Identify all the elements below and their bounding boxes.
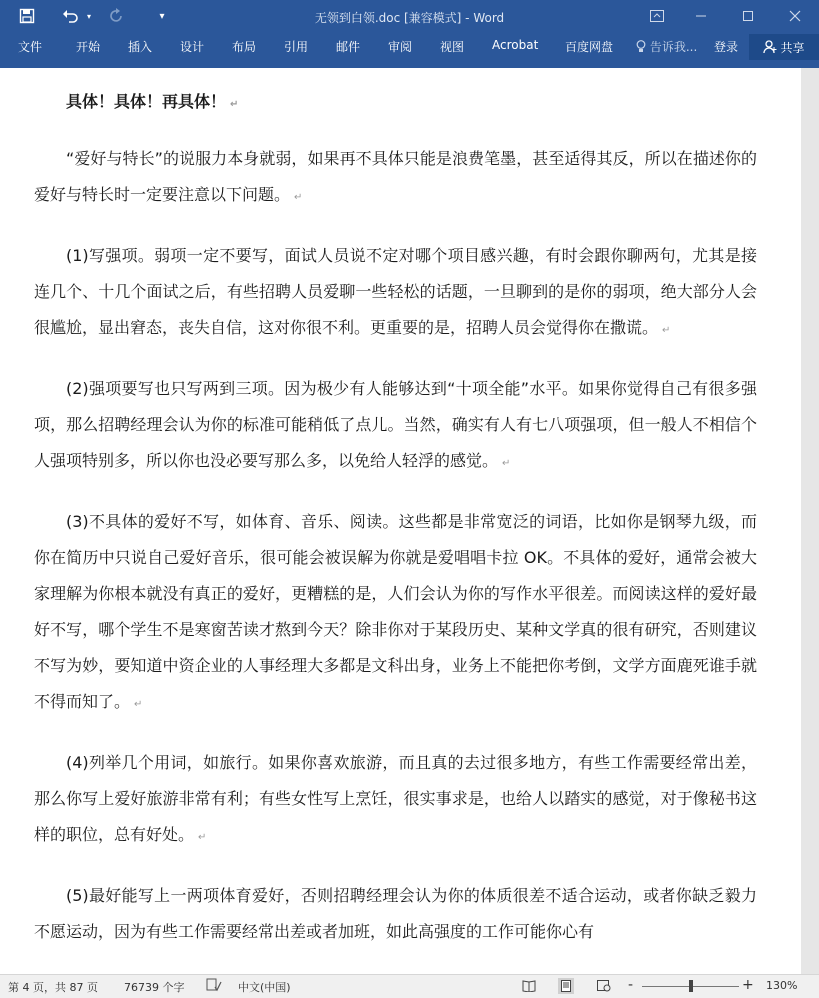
page-indicator[interactable]: 第 4 页，共 87 页 <box>8 981 98 994</box>
web-layout-icon[interactable] <box>596 978 612 994</box>
tab-baidu-netdisk[interactable]: 百度网盘 <box>565 40 614 54</box>
document-page[interactable] <box>0 68 801 974</box>
tab-file[interactable]: 文件 <box>18 40 43 54</box>
ribbon-display-options-icon[interactable] <box>646 6 668 26</box>
customize-quick-access-icon[interactable]: ▾ <box>159 10 165 22</box>
minimize-icon[interactable] <box>690 6 712 26</box>
share-label: 共享 <box>780 40 805 55</box>
language-indicator[interactable]: 中文(中国) <box>238 981 291 994</box>
share-button[interactable] <box>749 34 819 60</box>
vertical-scrollbar[interactable] <box>801 68 819 974</box>
sign-in-link[interactable]: 登录 <box>714 40 739 54</box>
zoom-slider-thumb[interactable] <box>689 980 693 992</box>
tab-home[interactable]: 开始 <box>76 40 101 54</box>
add-person-icon <box>763 40 777 54</box>
paragraph-item-3: (3)不具体的爱好不写，如体育、音乐、阅读。这些都是非常宽泛的词语，比如你是钢琴九级，而你在简历中只说自己爱好音乐，很可能会被误解为你就是爱唱唱卡拉 OK。不具体的爱好，通常会被大家理解为你根本就没有真正的爱好，更糟糕的是，人们会认为你的写作水平很差。而阅读这样的爱好最好不写，哪个学生不是寒窗苦读才熬到今天？除非你对于某段历史、某种文学真的很有研究，否则建议不写为妙，要知道中资企业的人事经理大多都是文科出身，业务上不能把你考倒，文学方面鹿死谁手就不得而知了。 ↵ <box>34 512 757 711</box>
tab-review[interactable]: 审阅 <box>388 40 413 54</box>
zoom-level[interactable]: 130% <box>766 979 798 992</box>
tab-view[interactable]: 视图 <box>440 40 465 54</box>
close-icon[interactable] <box>784 6 806 26</box>
tab-design[interactable]: 设计 <box>180 40 205 54</box>
maximize-icon[interactable] <box>737 6 759 26</box>
tab-acrobat[interactable]: Acrobat <box>492 38 539 52</box>
status-bar <box>0 974 819 998</box>
paragraph-item-1: (1)写强项。弱项一定不要写，面试人员说不定对哪个项目感兴趣，有时会跟你聊两句，尤其是接连几个、十几个面试之后，有些招聘人员爱聊一些轻松的话题，一旦聊到的是你的弱项，绝大部分人会很尴尬，显出窘态，丧失自信，这对你很不利。更重要的是，招聘人员会觉得你在撒谎。 ↵ <box>34 246 757 337</box>
title-bar <box>0 0 819 34</box>
paragraph-item-2: (2)强项要写也只写两到三项。因为极少有人能够达到“十项全能”水平。如果你觉得自己有很多强项，那么招聘经理会认为你的标准可能稍低了点儿。当然，确实有人有七八项强项，但一般人不相信个人强项特别多，所以你也没必要写那么多，以免给人轻浮的感觉。 ↵ <box>34 379 757 470</box>
tell-me-box[interactable] <box>636 38 697 55</box>
tab-insert[interactable]: 插入 <box>128 40 153 54</box>
ribbon-tab-bar <box>0 34 819 60</box>
tab-layout[interactable]: 布局 <box>232 40 257 54</box>
paragraph-item-4: (4)列举几个用词，如旅行。如果你喜欢旅游，而且真的去过很多地方，有些工作需要经常出差，那么你写上爱好旅游非常有利；有些女性写上烹饪，很实事求是，也给人以踏实的感觉，对于像秘书这样的职位，总有好处。 ↵ <box>34 753 757 844</box>
document-heading: 具体！具体！再具体！ ↵ <box>66 92 239 111</box>
lightbulb-icon <box>636 40 646 53</box>
proofing-icon[interactable] <box>206 978 222 995</box>
document-title: 无领到白领.doc [兼容模式] - Word <box>314 11 505 25</box>
paragraph-item-5: (5)最好能写上一两项体育爱好，否则招聘经理会认为你的体质很差不适合运动，或者你缺乏毅力不愿运动，因为有些工作需要经常出差或者加班，如此高强度的工作可能你心有 <box>34 886 757 941</box>
zoom-in-button[interactable]: + <box>742 977 754 993</box>
read-mode-icon[interactable] <box>521 978 537 994</box>
document-body[interactable] <box>34 84 757 972</box>
tab-references[interactable]: 引用 <box>284 40 309 54</box>
paragraph-intro: “爱好与特长”的说服力本身就弱，如果再不具体只能是浪费笔墨，甚至适得其反，所以在描述你的爱好与特长时一定要注意以下问题。 ↵ <box>34 149 757 204</box>
undo-dropdown-icon[interactable]: ▾ <box>86 11 91 21</box>
tell-me-label: 告诉我... <box>649 40 698 54</box>
print-layout-icon[interactable] <box>558 978 574 994</box>
zoom-out-button[interactable]: - <box>628 977 634 993</box>
ribbon-collapsed-strip <box>0 60 819 68</box>
word-count[interactable]: 76739 个字 <box>124 981 185 994</box>
tab-mailings[interactable]: 邮件 <box>336 40 361 54</box>
